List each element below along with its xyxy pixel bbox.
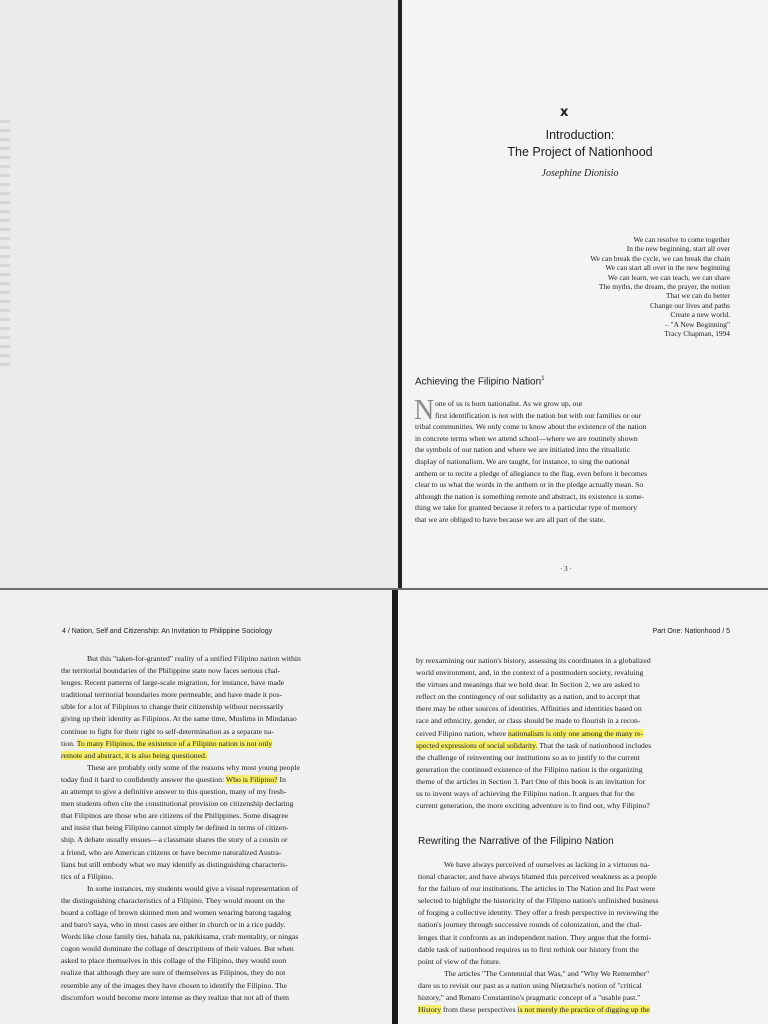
text-line: and baro't saya, who in most cases are either in church or in a rice paddy. — [61, 920, 286, 930]
text-line: that Filipinos are those who are citizens of the Philippines. Some disagree — [61, 811, 289, 821]
text-line: tics of a Filipino. — [61, 871, 114, 881]
text-line: The articles "The Centennial that Was," and "Why We Remember" — [444, 968, 650, 978]
text-line: men students often cite the constitutional provision on citizenship declaring — [61, 799, 294, 809]
text-line: an attempt to give a definitive answer to this question, many of my fresh- — [61, 787, 287, 797]
text-line: generation the continued existence of the Filipino nation is the organizing — [416, 764, 643, 774]
epigraph-line: We can break the cycle, we can break the chain — [590, 253, 730, 263]
text-line: lians but still embody what we may identify as distinguishing characteris- — [61, 859, 288, 869]
text-line: us to invent ways of achieving the Filipino nation. It argues that for the — [416, 789, 635, 799]
text-line: tribal communities. We only come to know about the existence of the nation — [415, 422, 647, 432]
text-line: anthem or to recite a pledge of allegiance to the flag, even before it becomes — [415, 468, 648, 478]
chapter-title-line2: The Project of Nationhood — [507, 145, 653, 159]
text-line: reflect on the contingency of our solidarity as a nation, and to accept that — [416, 692, 641, 702]
intro-paragraph — [414, 395, 720, 526]
section-heading-text: Achieving the Filipino Nation — [415, 376, 542, 388]
text-line: the virtues and meanings that we hold dear. In Section 2, we are asked to — [416, 680, 640, 690]
highlighted-text: remote and abstract, it is also being questioned. — [61, 750, 207, 760]
text-line: cogon would dominate the collage of descriptions of their values. But when — [61, 944, 294, 954]
text-line: the distinguishing characteristics of a Filipino. They would mount on the — [61, 895, 285, 905]
drop-cap: N — [414, 395, 435, 426]
section-heading — [415, 376, 545, 387]
epigraph-attribution: – "A New Beginning" — [665, 319, 730, 329]
text-line: the symbols of our nation and where we are initiated into the ritualistic — [415, 445, 631, 455]
text-span: ceived Filipino nation, where — [416, 728, 507, 738]
text-line: race and ethnicity, gender, or class should be made to flourish in a recon- — [416, 716, 641, 726]
text-line: the challenge of reinventing our institutions so as to justify to the current — [416, 752, 640, 762]
text-line: realize that although they are sure of themselves as Filipinos, they do not — [61, 968, 286, 978]
text-span: today find it hard to confidently answer the question: — [61, 774, 225, 784]
epigraph-line: We can learn, we can teach, we can share — [607, 272, 730, 282]
page-edge-shadow — [0, 120, 10, 370]
running-head-left: 4 / Nation, Self and Citizenship: An Invitation to Philippine Sociology — [62, 628, 273, 635]
text-line: the territorial boundaries of the Philippine state now faces serious chal- — [61, 666, 281, 676]
epigraph-line: We can start all over in the new beginning — [605, 263, 730, 273]
text-line: that we are obliged to have because we are all part of the state. — [415, 514, 606, 524]
epigraph-line: We can resolve to come together — [633, 235, 730, 244]
epigraph-line: Change our lives and paths — [649, 300, 730, 310]
text-line: ship. A debate usually ensues—a classmate shares the story of a cousin or — [61, 835, 288, 845]
text-line: asked to place themselves in this collage of the Filipino, they would soon — [61, 956, 287, 966]
right-page-text-top — [416, 655, 726, 812]
text-span: tion. — [61, 738, 75, 748]
epigraph-line: Create a new world. — [670, 310, 730, 320]
text-line: for the failure of our institutions. The articles in The Nation and Its Past were — [418, 884, 656, 894]
text-line: resemble any of the images they have chosen to identify the Filipino. The — [61, 980, 287, 990]
text-line: continue to fight for their right to self-determination as a separate na- — [61, 726, 274, 736]
text-line — [61, 750, 377, 762]
text-line — [416, 728, 726, 740]
text-line: Words like close family ties, bahala na, pakikisama, crab mentality, or ningas — [61, 932, 299, 942]
text-line: of forging a collective identity. They offer a fresh perspective in reviewing the — [418, 908, 659, 918]
ornament-mark: x — [560, 105, 569, 120]
epigraph-line: The myths, the dream, the prayer, the notion — [598, 282, 730, 292]
page-number: · 3 · — [560, 565, 572, 573]
text-line: tional character, and have always blamed this perceived weakness as a people — [418, 872, 657, 882]
text-line: clear to us what the words in the anthem or in the pledge actually mean. So — [415, 480, 644, 490]
text-line: current generation, the more exciting adventure is to find out, why Filipino? — [416, 801, 650, 811]
text-line: But this "taken-for-granted" reality of a unified Filipino nation within — [87, 654, 301, 663]
text-line: traditional territorial boundaries more permeable, and have made it pos- — [61, 690, 283, 700]
text-line: theme of the articles in Section 3. Part One of this book is an invitation for — [416, 776, 646, 786]
author-name: Josephine Dionisio — [541, 168, 619, 179]
text-line: there may be other sources of identities. Affinities and identities based on — [416, 704, 642, 714]
text-line: display of nationalism. We are taught, for instance, to sing the national — [415, 456, 630, 466]
epigraph — [590, 235, 730, 338]
text-line: world environment, and, in the context of a postmodern society, revaluing — [416, 668, 644, 678]
text-line: lenges that it confronts as an independent nation. They argue that the formi- — [418, 932, 652, 942]
text-line: board a collage of brown skinned men and women wearing barong tagalog — [61, 907, 291, 917]
text-line: thing we take for granted because it refers to a particular type of memory — [415, 503, 638, 513]
footnote-marker: 1 — [541, 376, 545, 382]
text-line: by reexamining our nation's history, assessing its coordinates in a globalized — [416, 656, 651, 665]
text-line: dable task of nationhood requires us to first rethink our history from the — [418, 944, 639, 954]
blank-verso-page — [0, 0, 398, 590]
text-line: These are probably only some of the reasons why most young people — [87, 762, 300, 772]
text-line: dare us to revisit our past as a nation using Nietzsche's notion of "critical — [418, 980, 642, 990]
right-page-text-bottom — [418, 859, 728, 1016]
highlighted-text: Who is Filipino? — [225, 774, 278, 784]
text-span: In — [279, 774, 286, 784]
text-span: from these perspectives — [442, 1005, 516, 1015]
text-line — [418, 1004, 728, 1016]
text-line: a friend, who are American citizens or have become naturalized Austra- — [61, 847, 282, 857]
highlighted-text: spected expressions of social solidarity. — [416, 740, 538, 750]
text-line: and insist that being Filipino cannot simply be defined in terms of citizen- — [61, 823, 289, 833]
text-line: nation's journey through successive rounds of colonization, and the chal- — [418, 920, 642, 930]
running-head-right: Part One: Nationhood / 5 — [652, 628, 730, 635]
text-line: We have always perceived of ourselves as lacking in a virtuous na- — [444, 860, 650, 869]
highlighted-text: To many Filipinos, the existence of a Filipino nation is not only — [76, 738, 273, 748]
epigraph-line: In the new beginning, start all over — [626, 244, 730, 254]
text-line: point of view of the future. — [418, 956, 501, 966]
epigraph-line: That we can do better — [665, 291, 730, 301]
text-line: discomfort would become more intense as they realize that not all of them — [61, 992, 289, 1002]
text-line — [61, 774, 377, 786]
text-line: history," and Renato Constantino's pragmatic concept of a "usable past." — [418, 993, 641, 1003]
text-line: lenges. Recent patterns of large-scale migration, for instance, have made — [61, 678, 285, 688]
text-line: selected to highlight the historicity of the Filipino nation's unfinished business — [418, 896, 659, 906]
section-heading: Rewriting the Narrative of the Filipino Nation — [418, 836, 614, 847]
text-line: one of us is born nationalist. As we grow up, our — [435, 399, 583, 408]
highlighted-text: nationalism is only one among the many re- — [508, 728, 644, 738]
text-line: In some instances, my students would give a visual representation of — [87, 883, 299, 893]
text-line — [61, 738, 377, 750]
text-line: giving up their identity as Filipinos. At the same time, Muslims in Mindanao — [61, 714, 297, 724]
text-span: That the task of nationhood includes — [539, 740, 652, 750]
left-page-text — [61, 653, 377, 1004]
text-line: first identification is not with the nation but with our families or our — [435, 410, 642, 420]
text-line: although the nation is something remote and abstract, its existence is some- — [415, 491, 645, 501]
text-line — [416, 740, 726, 752]
text-line: in concrete terms when we attend school—where we are routinely shown — [415, 433, 638, 443]
text-line: sible for a lot of Filipinos to change their citizenship without necessarily — [61, 702, 284, 712]
epigraph-attribution: Tracy Chapman, 1994 — [664, 329, 730, 339]
highlighted-text: is not merely the practice of digging up the — [517, 1005, 650, 1015]
highlighted-text: History — [418, 1005, 442, 1015]
chapter-title-line1: Introduction: — [545, 128, 615, 142]
